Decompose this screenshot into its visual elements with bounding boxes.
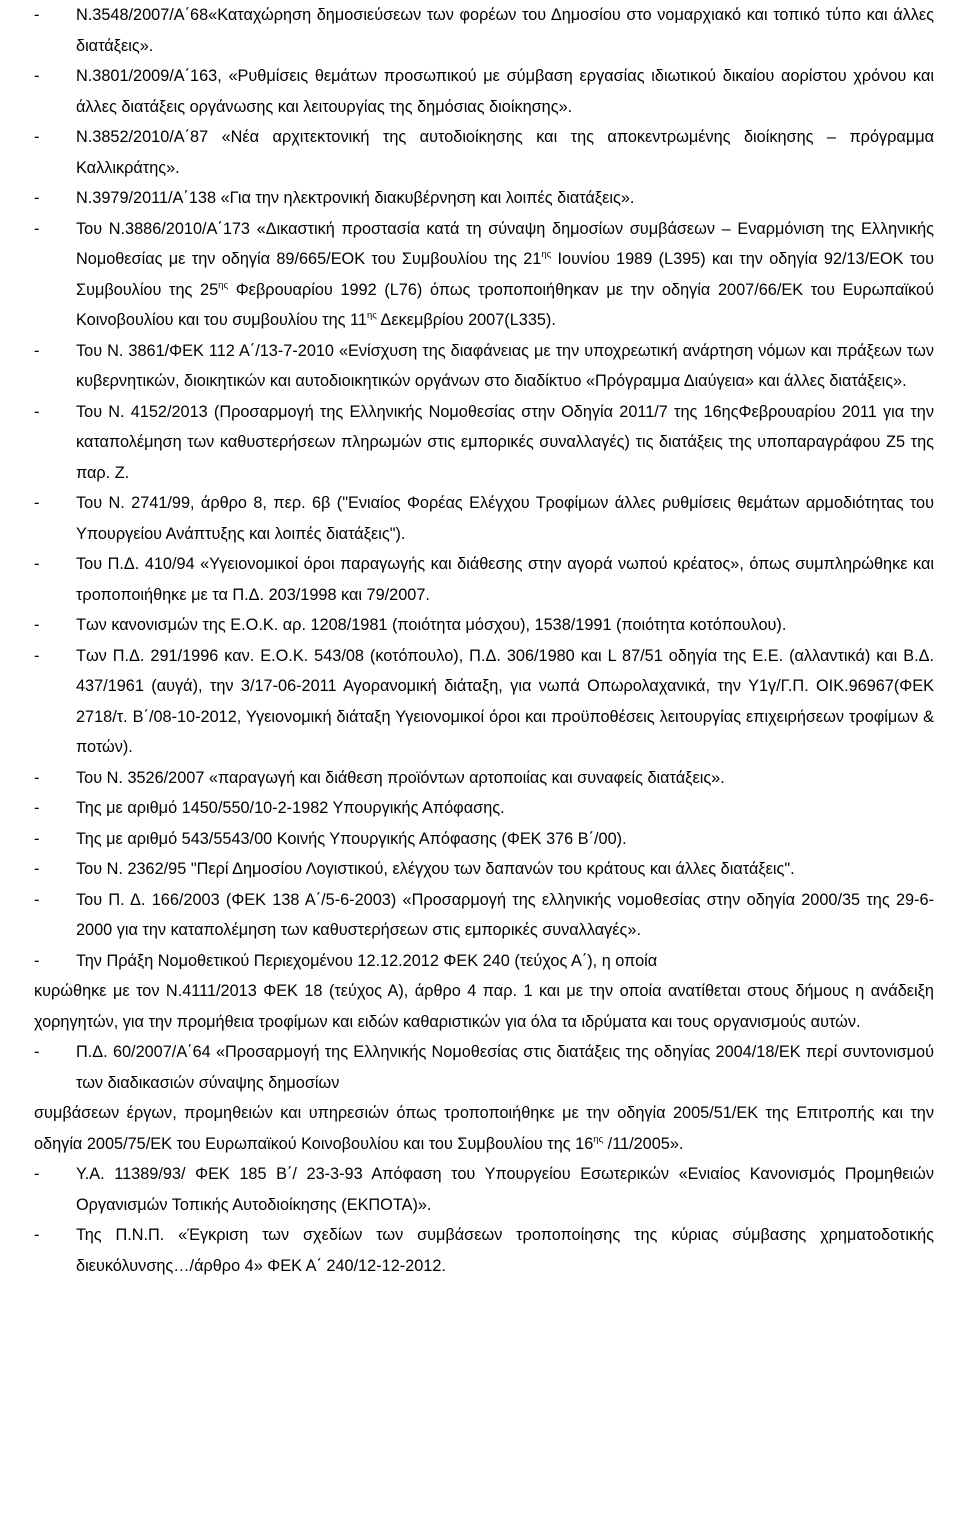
list-dash: - — [34, 494, 40, 512]
list-item — [34, 122, 934, 183]
list-item — [34, 214, 934, 336]
list-dash: - — [34, 189, 40, 207]
list-item — [34, 336, 934, 397]
list-dash: - — [34, 1226, 40, 1244]
list-item-text: Των κανονισμών της Ε.Ο.Κ. αρ. 1208/1981 (ποιότητα μόσχου), 1538/1991 (ποιότητα κοτόπουλου). — [76, 616, 787, 634]
list-dash: - — [34, 1165, 40, 1183]
list-dash: - — [34, 860, 40, 878]
list-item — [34, 824, 934, 855]
list-item — [34, 641, 934, 763]
list-dash: - — [34, 799, 40, 817]
list-item — [34, 61, 934, 122]
list-item — [34, 610, 934, 641]
list-item-text: Του Ν. 3861/ΦΕΚ 112 Α΄/13-7-2010 «Ενίσχυση της διαφάνειας με την υποχρεωτική ανάρτηση νόμων και πράξεων των κυβερνητικών, διοικητικών και αυτοδιοικητικών οργάνων στο διαδίκτυο «Πρόγραμμα Διαύγεια» και άλλες διατάξεις». — [76, 341, 934, 390]
list-dash: - — [34, 402, 40, 421]
list-dash: - — [34, 219, 40, 238]
list-item-text: Ν.3548/2007/Α΄68«Καταχώρηση δημοσιεύσεων των φορέων του Δημοσίου στο νομαρχιακό και τοπικό τύπο και άλλες διατάξεις». — [76, 6, 934, 55]
list-item — [34, 0, 934, 61]
list-item-text: Υ.Α. 11389/93/ ΦΕΚ 185 Β΄/ 23-3-93 Απόφαση του Υπουργείου Εσωτερικών «Ενιαίος Κανονισμός Προμηθειών Οργανισμών Τοπικής Αυτοδιοίκησης (ΕΚΠΟΤΑ)». — [76, 1165, 934, 1214]
list-item-text: Ν.3979/2011/Α΄138 «Για την ηλεκτρονική διακυβέρνηση και λοιπές διατάξεις». — [76, 189, 635, 207]
list-dash: - — [34, 890, 40, 909]
list-dash: - — [34, 768, 40, 787]
list-item-text: Του Ν. 2741/99, άρθρο 8, περ. 6β ("Ενιαίος Φορέας Ελέγχου Τροφίμων άλλες ρυθμίσεις θεμάτων αρμοδιότητας του Υπουργείου Ανάπτυξης και λοιπές διατάξεις"). — [76, 494, 934, 543]
list-item-text: Της με αριθμό 543/5543/00 Κοινής Υπουργικής Απόφασης (ΦΕΚ 376 Β΄/00). — [76, 829, 627, 848]
list-item — [34, 488, 934, 549]
list-dash: - — [34, 555, 40, 573]
list-dash: - — [34, 341, 40, 360]
list-item-text: Του Π.Δ. 410/94 «Υγειονομικοί όροι παραγωγής και διάθεσης στην αγορά νωπού κρέατος», όπως συμπληρώθηκε και τροποποιήθηκε με τα Π.Δ. 203/1998 και 79/2007. — [76, 555, 934, 604]
list-dash: - — [34, 951, 40, 970]
list-dash: - — [34, 1043, 40, 1061]
list-item-text: Π.Δ. 60/2007/Α΄64 «Προσαρμογή της Ελληνικής Νομοθεσίας στις διατάξεις της οδηγίας 2004/18/ΕΚ περί συντονισμού των διαδικασιών σύναψης δημοσίων — [76, 1043, 934, 1092]
paragraph-continuation: κυρώθηκε με τον Ν.4111/2013 ΦΕΚ 18 (τεύχος Α), άρθρο 4 παρ. 1 και με την οποία ανατίθεται στους δήμους η ανάδειξη χορηγητών, για την προμήθεια τροφίμων και ειδών καθαριστικών για όλα τα ιδρύματα και τους οργανισμούς αυτών. — [34, 982, 934, 1031]
list-item-text: Της με αριθμό 1450/550/10-2-1982 Υπουργικής Απόφασης. — [76, 799, 505, 817]
list-item-text: Την Πράξη Νομοθετικού Περιεχομένου 12.12.2012 ΦΕΚ 240 (τεύχος Α΄), η οποία — [76, 951, 658, 970]
ordinal-suffix: ης — [366, 310, 377, 321]
list-item-text: Του Π. Δ. 166/2003 (ΦΕΚ 138 Α΄/5-6-2003) «Προσαρμογή της ελληνικής νομοθεσίας στην οδηγία 2000/35 της 29-6-2000 για την καταπολέμηση των καθυστερήσεων στις εμπορικές συναλλαγές». — [76, 890, 934, 939]
list-item — [34, 397, 934, 489]
text-fragment: /11/2005». — [603, 1134, 684, 1153]
text-fragment: Δεκεμβρίου 2007(L335). — [376, 311, 556, 329]
ordinal-suffix: ης — [593, 1133, 604, 1145]
list-item — [34, 1220, 934, 1281]
list-dash: - — [34, 6, 40, 24]
list-item — [34, 1159, 934, 1220]
list-dash: - — [34, 616, 40, 634]
text-fragment: Φεβρουαρίου 1992 (L76) όπως τροποποιήθηκαν με την οδηγία 2007/66/ΕΚ του Ευρωπαϊκού Κοινοβουλίου και του συμβουλίου της 11 — [76, 280, 934, 329]
list-item — [34, 946, 934, 977]
list-dash: - — [34, 67, 40, 85]
list-item-text: Του Ν. 4152/2013 (Προσαρμογή της Ελληνικής Νομοθεσίας στην Οδηγία 2011/7 της 16ηςΦεβρουαρίου 2011 για την καταπολέμηση των καθυστερήσεων πληρωμών στις εμπορικές συναλλαγές) τις διατάξεις της υποπαραγράφου Ζ5 της παρ. Ζ. — [76, 402, 934, 482]
list-item — [34, 1037, 934, 1098]
list-item-text: Ν.3801/2009/Α΄163, «Ρυθμίσεις θεμάτων προσωπικού με σύμβαση εργασίας ιδιωτικού δικαίου αορίστου χρόνου και άλλες διατάξεις οργάνωσης και λειτουργίας της δημόσιας διοίκησης». — [76, 67, 934, 116]
list-dash: - — [34, 128, 40, 146]
list-item — [34, 885, 934, 946]
list-item — [34, 793, 934, 824]
text-fragment: συμβάσεων έργων, προμηθειών και υπηρεσιών όπως τροποποιήθηκε με την οδηγία 2005/51/ΕΚ της Επιτροπής και την οδηγία 2005/75/ΕΚ του Ευρωπαϊκού Κοινοβουλίου και του Συμβουλίου της 16 — [34, 1104, 934, 1153]
text-fragment: Ιουνίου 1989 (L395) και την οδηγία 92/13/ΕΟΚ του Συμβουλίου της 25 — [76, 250, 934, 299]
list-dash: - — [34, 646, 40, 665]
ordinal-suffix: ης — [541, 249, 552, 260]
list-item-text: Της Π.Ν.Π. «Έγκριση των σχεδίων των συμβάσεων τροποποίησης της κύριας σύμβασης χρηματοδοτικής διευκόλυνσης…/άρθρο 4» ΦΕΚ Α΄ 240/12-12-2012. — [76, 1226, 934, 1275]
list-item-text: Του Ν. 2362/95 "Περί Δημοσίου Λογιστικού, ελέγχου των δαπανών του κράτους και άλλες διατάξεις". — [76, 860, 795, 878]
list-item-text: Των Π.Δ. 291/1996 καν. Ε.Ο.Κ. 543/08 (κοτόπουλο), Π.Δ. 306/1980 και L 87/51 οδηγία της Ε.Ε. (αλλαντικά) και Β.Δ. 437/1961 (αυγά), την 3/17-06-2011 Αγορανομική διάταξη, για νωπά Οπωρολαχανικά, την Υ1γ/Γ.Π. ΟΙΚ.96967(ΦΕΚ 2718/τ. Β΄/08-10-2012, Υγειονομική διάταξη Υγειονομικοί όροι και προϋποθέσεις λειτουργίας επιχειρήσεων τροφίμων & ποτών). — [76, 646, 934, 756]
list-item-text — [76, 214, 934, 336]
list-item-text: Ν.3852/2010/Α΄87 «Νέα αρχιτεκτονική της αυτοδιοίκησης και της αποκεντρωμένης διοίκησης – πρόγραμμα Καλλικράτης». — [76, 128, 934, 177]
ordinal-suffix: ης — [218, 279, 229, 291]
list-item-text: Του Ν. 3526/2007 «παραγωγή και διάθεση προϊόντων αρτοποιίας και συναφείς διατάξεις». — [76, 768, 725, 787]
list-item — [34, 854, 934, 885]
list-dash: - — [34, 829, 40, 848]
text-fragment: Του Ν.3886/2010/Α΄173 «Δικαστική προστασία κατά τη σύναψη δημοσίων συμβάσεων – Εναρμόνιση της Ελληνικής Νομοθεσίας με την οδηγία 89/665/ΕΟΚ του Συμβουλίου της 21 — [76, 219, 934, 268]
paragraph-continuation — [34, 1098, 934, 1159]
list-item — [34, 183, 934, 214]
list-item — [34, 763, 934, 794]
list-item — [34, 549, 934, 610]
